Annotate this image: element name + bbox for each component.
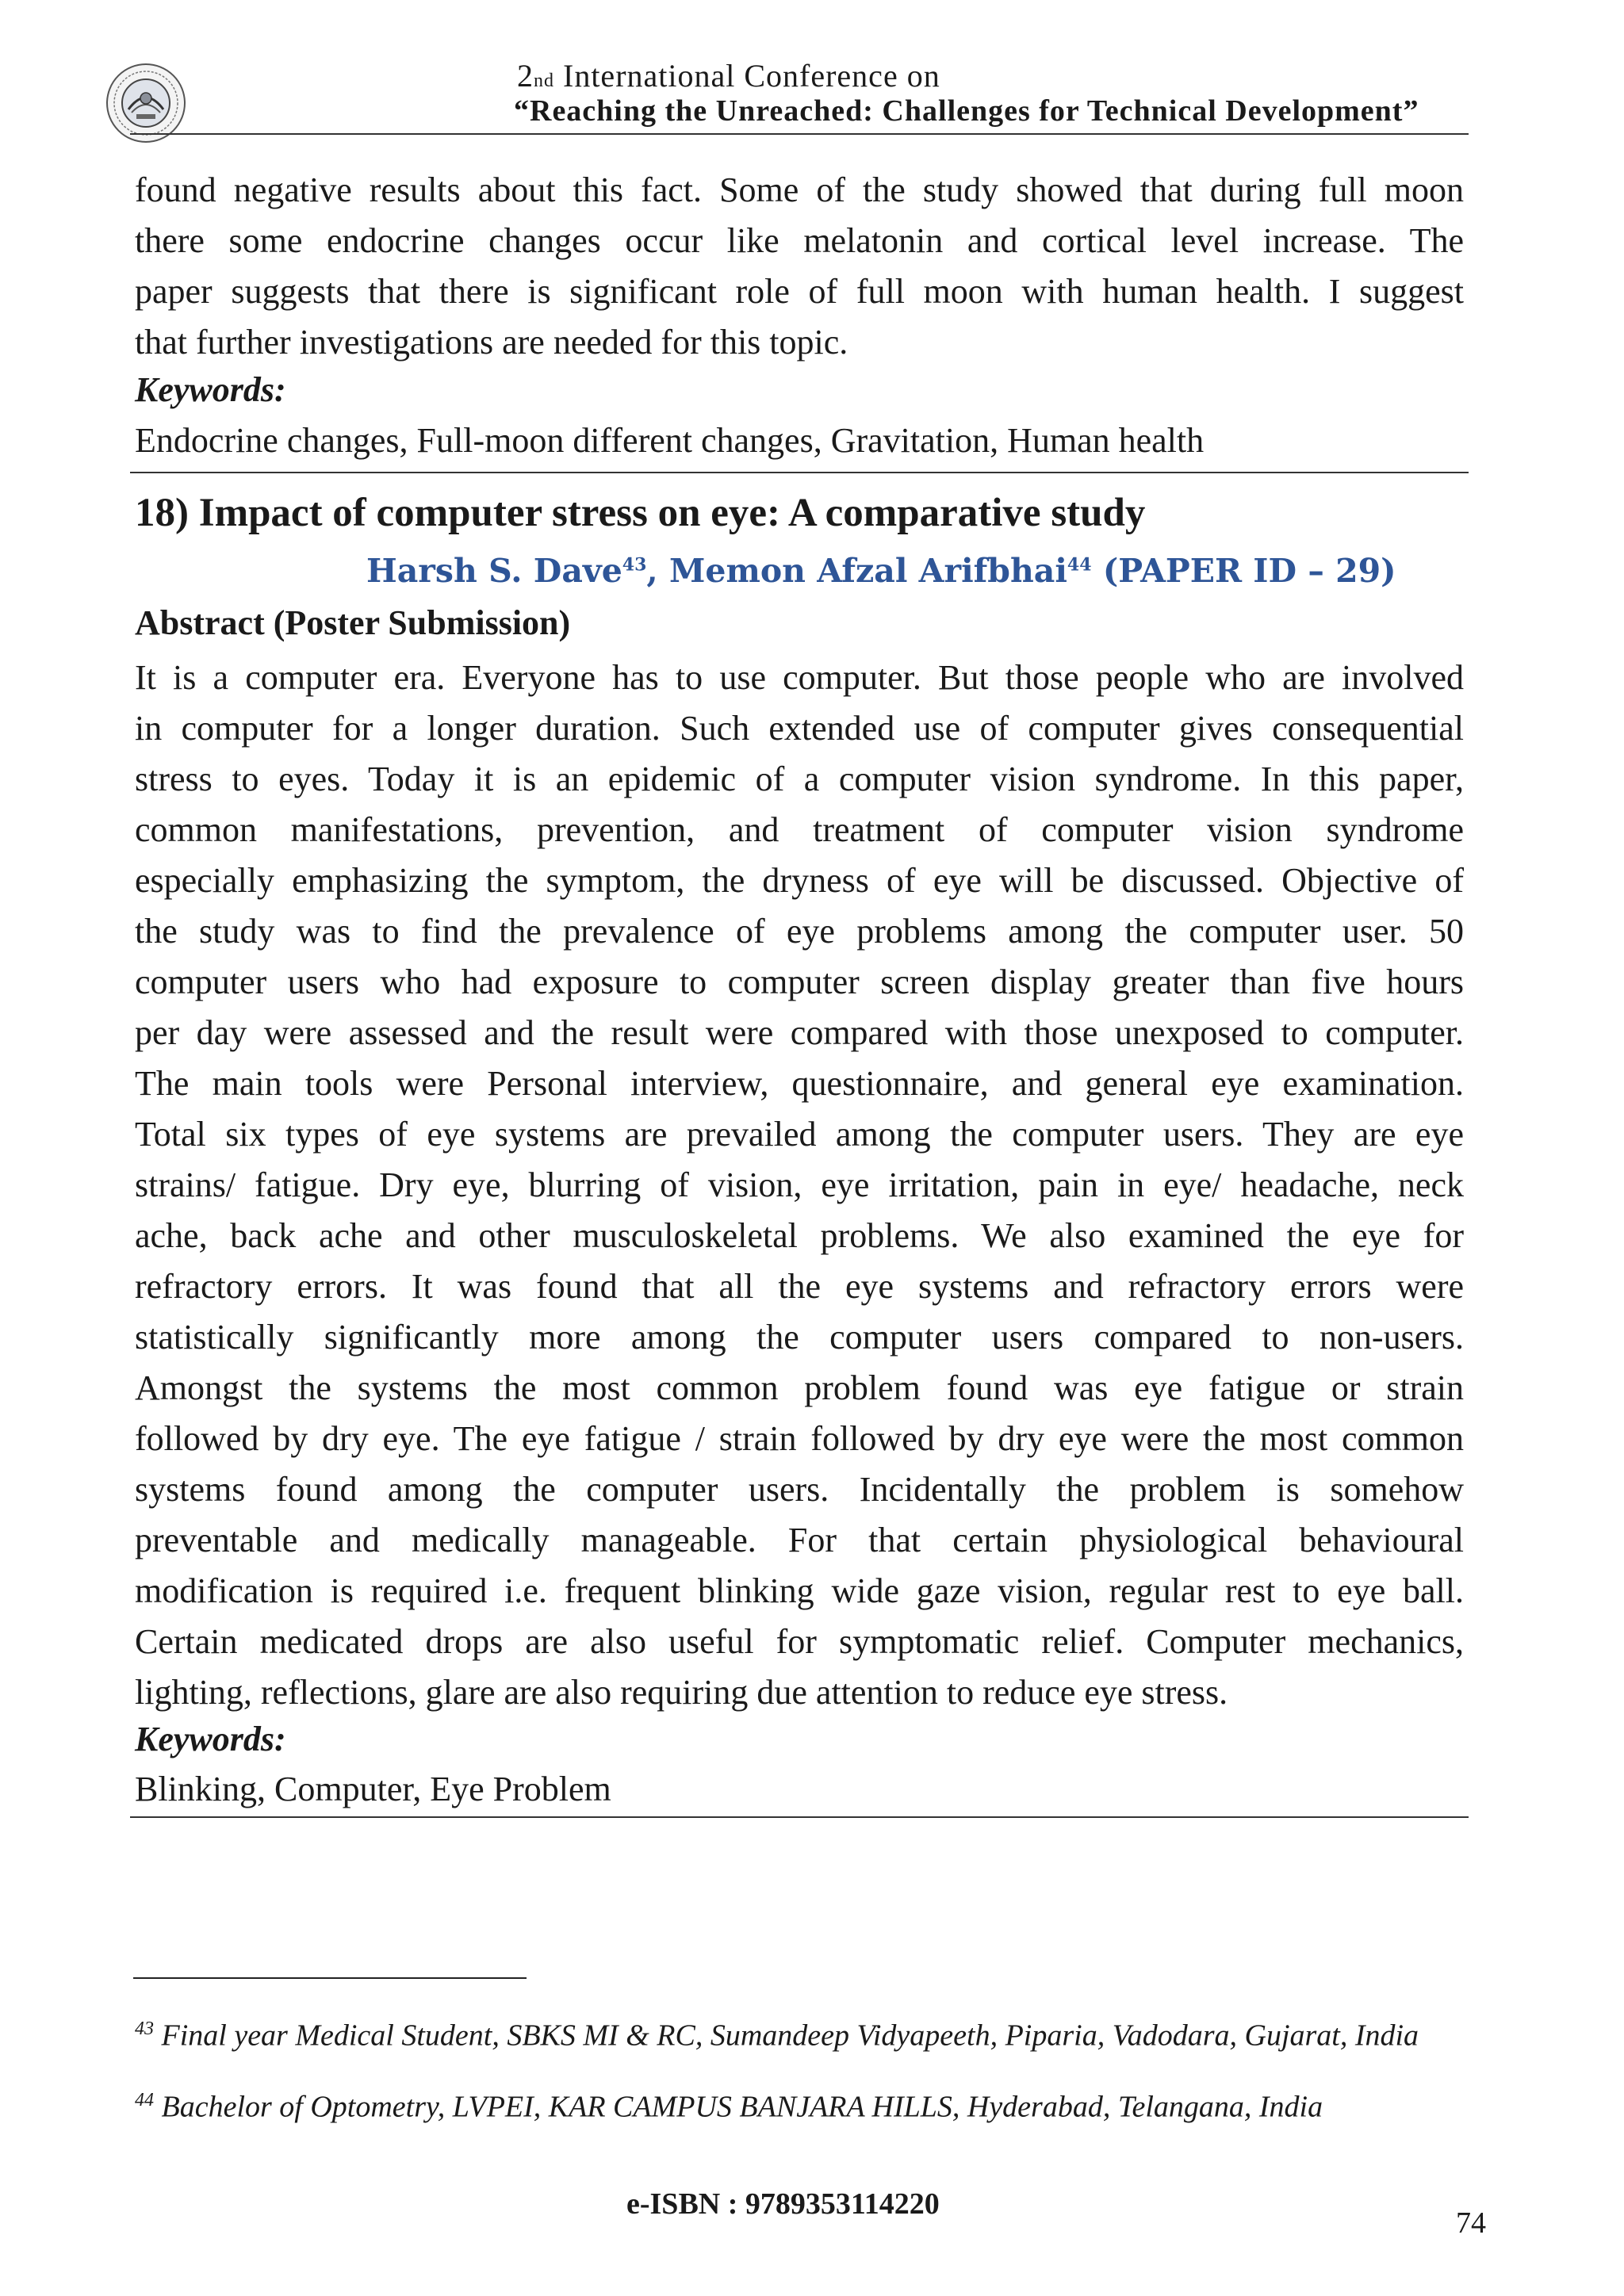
text-line: especially emphasizing the symptom, the dryness of eye will be discussed. Objective of [135, 861, 1464, 900]
text-line: The main tools were Personal interview, questionnaire, and general eye examination. [135, 1064, 1464, 1103]
footnote-number: 43 [135, 2019, 154, 2039]
text-line: computer users who had exposure to computer screen display greater than five hours [135, 962, 1464, 1001]
text-line: that further investigations are needed for this topic. [135, 323, 848, 362]
conference-name [517, 57, 940, 94]
text-line: followed by dry eye. The eye fatigue / strain followed by dry eye were the most common [135, 1419, 1464, 1458]
conference-theme: “Reaching the Unreached: Challenges for Technical Development” [514, 94, 1419, 128]
text-line: found negative results about this fact. Some of the study showed that during full moon [135, 170, 1464, 209]
text-line: It is a computer era. Everyone has to use computer. But those people who are involved [135, 658, 1464, 697]
conference-logo [105, 62, 187, 144]
text-line: modification is required i.e. frequent blinking wide gaze vision, regular rest to eye ball. [135, 1571, 1464, 1610]
text-line: stress to eyes. Today it is an epidemic of a computer vision syndrome. In this paper, [135, 760, 1464, 798]
abstract-heading: Abstract (Poster Submission) [135, 603, 571, 642]
text-line: Amongst the systems the most common problem found was eye fatigue or strain [135, 1368, 1464, 1407]
footnote [135, 2082, 1467, 2126]
footnote-number: 44 [135, 2090, 154, 2110]
footnote [135, 2011, 1467, 2054]
abstract-text [135, 652, 1464, 1718]
text-line: Total six types of eye systems are prevailed among the computer users. They are eye [135, 1115, 1464, 1154]
text-line: preventable and medically manageable. For that certain physiological behavioural [135, 1521, 1464, 1559]
section-divider [130, 1816, 1469, 1818]
keywords-heading: Keywords: [135, 1720, 286, 1758]
footnote-ref: 44 [1067, 554, 1092, 576]
keywords-heading: Keywords: [135, 370, 286, 409]
page-number: 74 [1456, 2206, 1486, 2240]
author-name: Harsh S. Dave [366, 552, 622, 590]
text-line: statistically significantly more among the computer users compared to non-users. [135, 1318, 1464, 1357]
header-divider [130, 133, 1469, 135]
text-line: in computer for a longer duration. Such extended use of computer gives consequential [135, 709, 1464, 748]
text-line: ache, back ache and other musculoskeletal problems. We also examined the eye for [135, 1216, 1464, 1255]
footnote-text: Final year Medical Student, SBKS MI & RC, Sumandeep Vidyapeeth, Piparia, Vadodara, Gujarat, India [154, 2019, 1419, 2053]
text-line: paper suggests that there is significant role of full moon with human health. I suggest [135, 272, 1464, 311]
conference-name-text: International Conference on [554, 58, 940, 94]
footnote-text: Bachelor of Optometry, LVPEI, KAR CAMPUS BANJARA HILLS, Hyderabad, Telangana, India [154, 2090, 1323, 2124]
paper-id: (PAPER ID – 29) [1091, 552, 1396, 590]
text-line: per day were assessed and the result were compared with those unexposed to computer. [135, 1013, 1464, 1052]
keywords-list: Blinking, Computer, Eye Problem [135, 1770, 611, 1808]
text-line: systems found among the computer users. Incidentally the problem is somehow [135, 1470, 1464, 1509]
previous-abstract-text [135, 165, 1464, 368]
conference-ordinal: nd [534, 71, 554, 91]
text-line: Certain medicated drops are also useful for symptomatic relief. Computer mechanics, [135, 1622, 1464, 1661]
text-line: refractory errors. It was found that all the eye systems and refractory errors were [135, 1267, 1464, 1306]
footnote-divider [133, 1977, 527, 1979]
keywords-list: Endocrine changes, Full-moon different changes, Gravitation, Human health [135, 421, 1205, 460]
paper-authors [366, 552, 1396, 590]
text-line: there some endocrine changes occur like melatonin and cortical level increase. The [135, 221, 1464, 260]
text-line: common manifestations, prevention, and treatment of computer vision syndrome [135, 810, 1464, 849]
isbn: e-ISBN : 9789353114220 [626, 2187, 940, 2221]
text-line: strains/ fatigue. Dry eye, blurring of vision, eye irritation, pain in eye/ headache, neck [135, 1165, 1464, 1204]
paper-title: 18) Impact of computer stress on eye: A comparative study [135, 491, 1146, 535]
conference-number: 2 [517, 58, 534, 94]
section-divider [130, 472, 1469, 473]
footnote-ref: 43 [622, 554, 647, 576]
author-name: , Memon Afzal Arifbhai [646, 552, 1067, 590]
text-line: the study was to find the prevalence of eye problems among the computer user. 50 [135, 912, 1464, 951]
text-line: lighting, reflections, glare are also requiring due attention to reduce eye stress. [135, 1673, 1228, 1712]
